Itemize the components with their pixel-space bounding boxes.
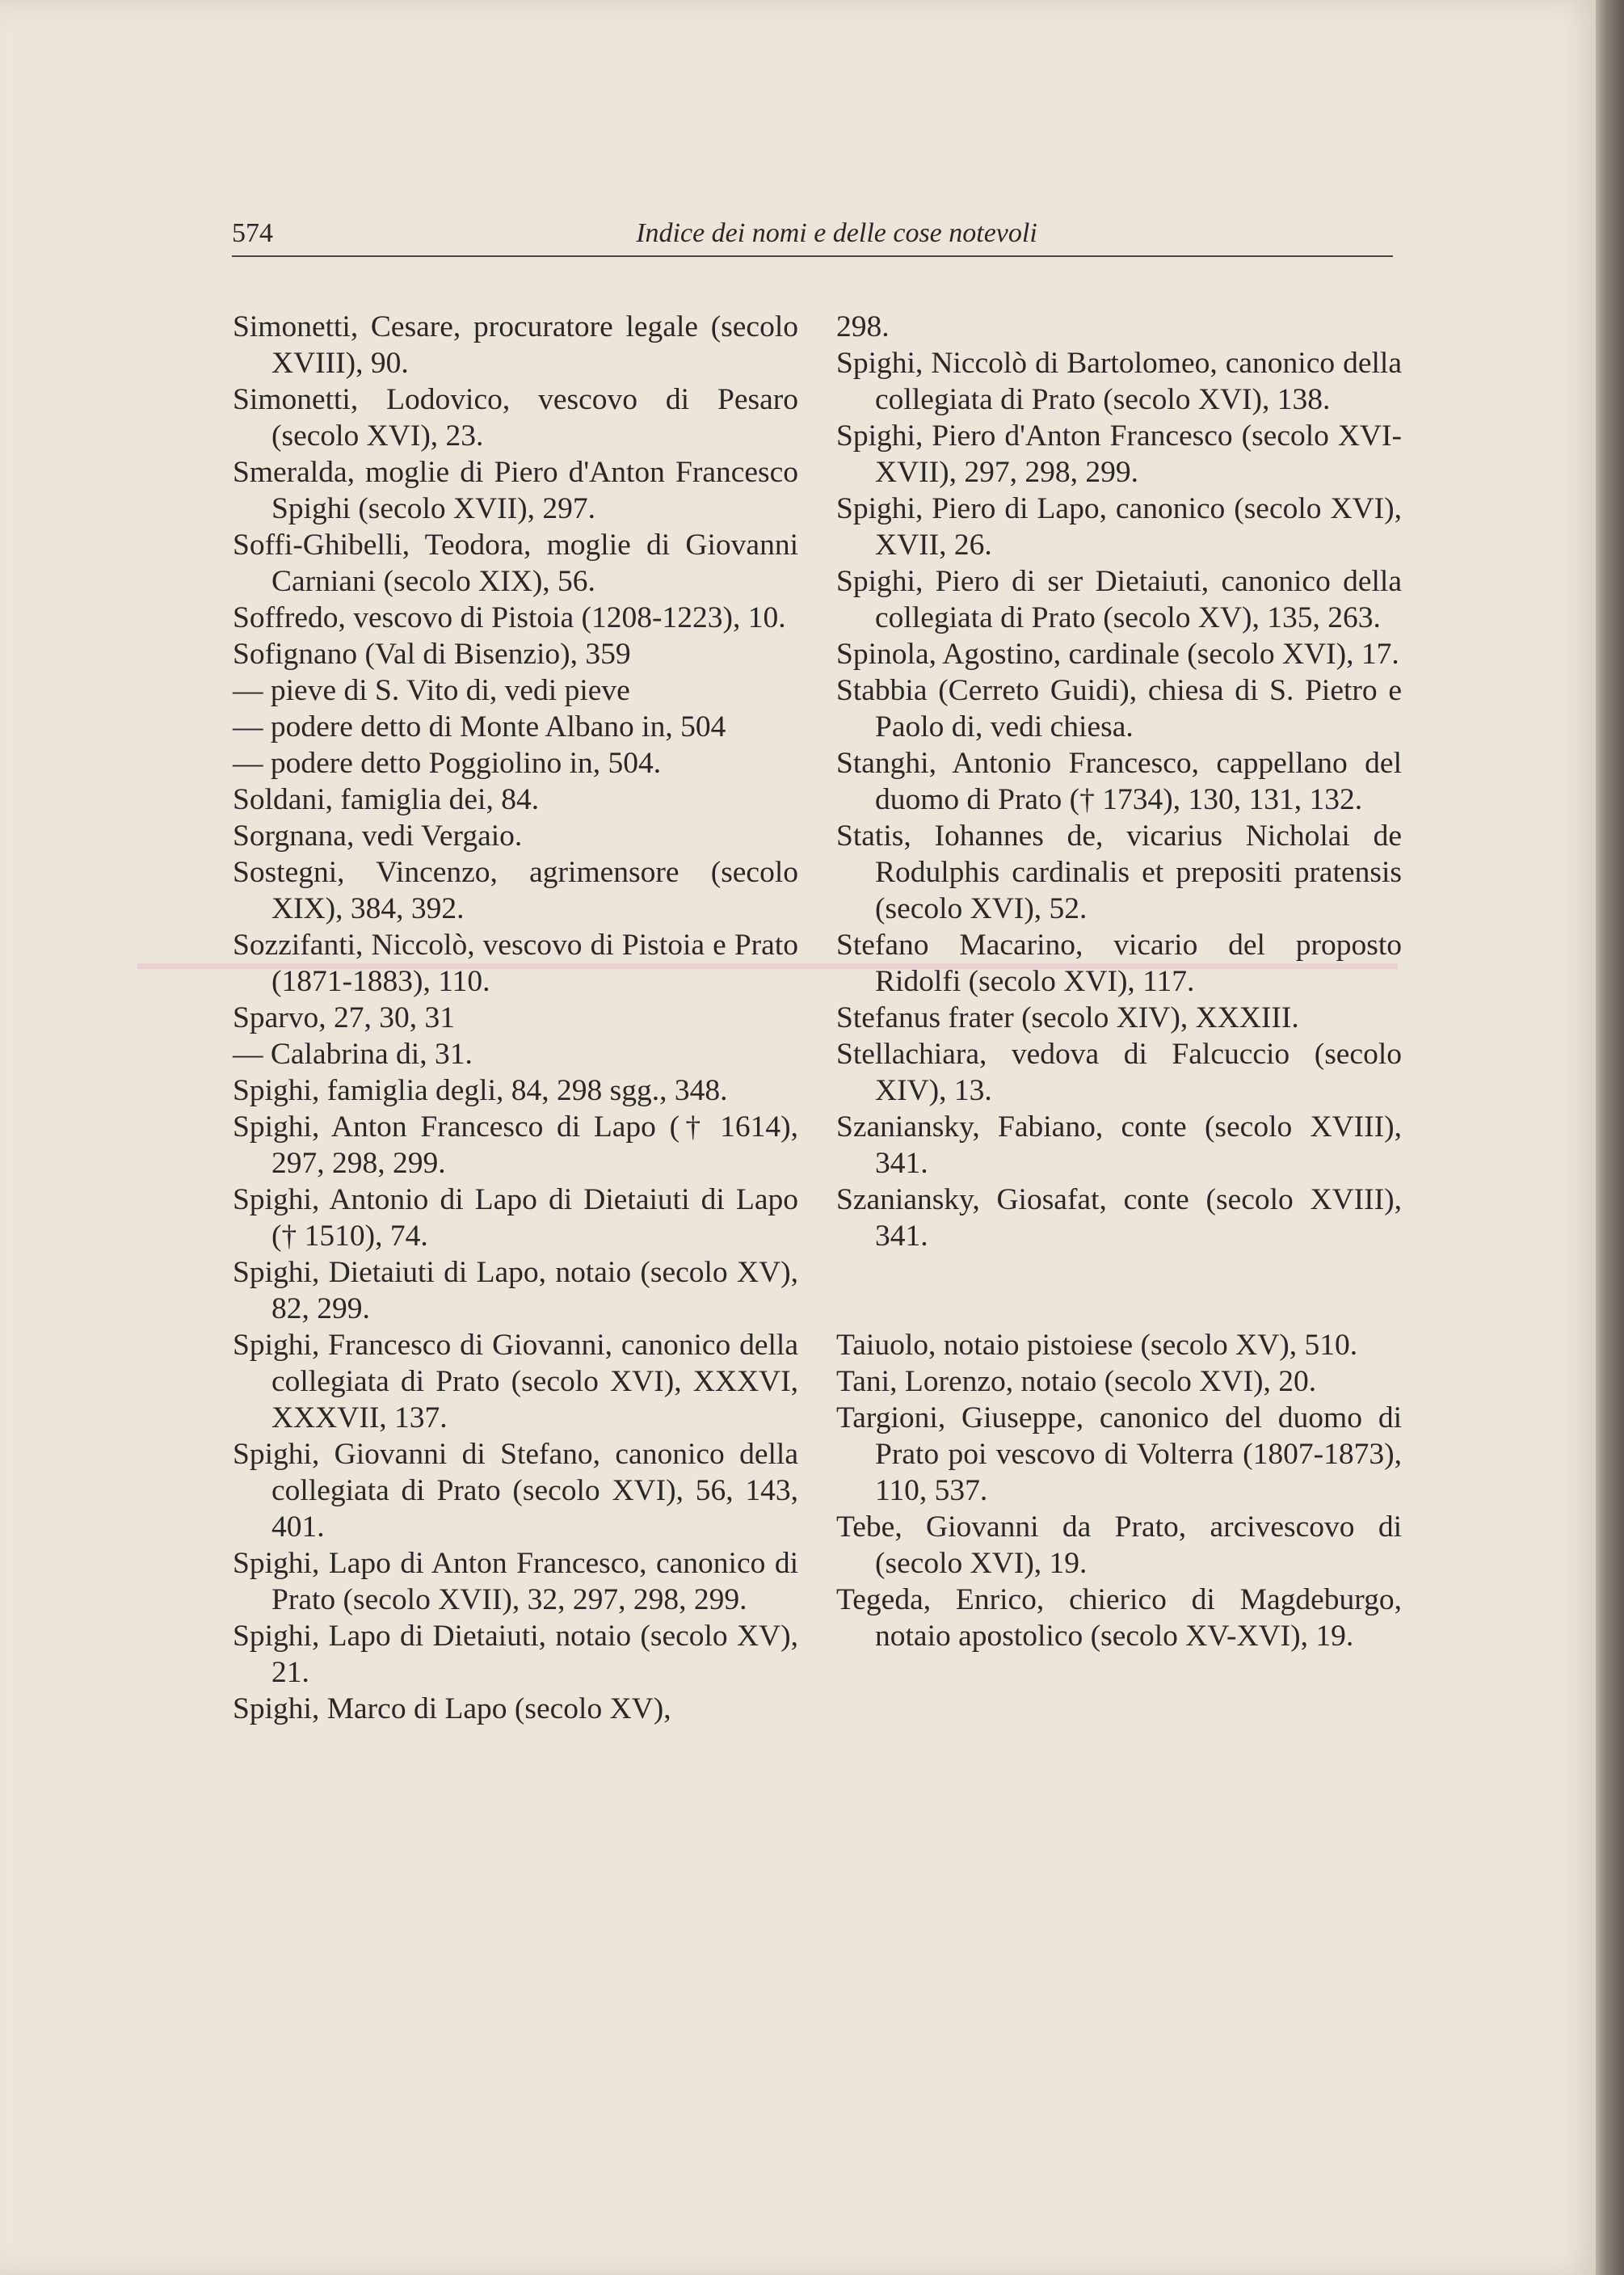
index-entry: Spighi, Piero di Lapo, canonico (secolo XVI), XVII, 26. bbox=[836, 492, 1402, 562]
index-entry: Spighi, Dietaiuti di Lapo, notaio (secolo XV), 82, 299. bbox=[233, 1256, 798, 1325]
index-entry: Simonetti, Lodovico, vescovo di Pesaro (secolo XVI), 23. bbox=[233, 383, 798, 453]
index-entry: Targioni, Giuseppe, canonico del duomo di Prato poi vescovo di Volterra (1807-1873), 110, 537. bbox=[836, 1401, 1402, 1507]
index-entry: Simonetti, Cesare, procuratore legale (secolo XVIII), 90. bbox=[233, 310, 798, 380]
index-entry: Spighi, Anton Francesco di Lapo († 1614), 297, 298, 299. bbox=[233, 1110, 798, 1180]
index-entry: 298. bbox=[836, 310, 890, 343]
index-entry: Spighi, Giovanni di Stefano, canonico della collegiata di Prato (secolo XVI), 56, 143, 401. bbox=[233, 1438, 798, 1544]
index-entry: — podere detto Poggiolino in, 504. bbox=[233, 747, 662, 780]
index-entry: — pieve di S. Vito di, vedi pieve bbox=[233, 674, 630, 707]
index-entry: Spighi, Piero di ser Dietaiuti, canonico della collegiata di Prato (secolo XV), 135, 263. bbox=[836, 565, 1402, 634]
index-entry: Sorgnana, vedi Vergaio. bbox=[233, 819, 523, 853]
index-entry: Soffredo, vescovo di Pistoia (1208-1223), 10. bbox=[233, 601, 786, 634]
index-entry: Tegeda, Enrico, chierico di Magdeburgo, notaio apostolico (secolo XV-XVI), 19. bbox=[836, 1583, 1402, 1653]
index-entry: Tebe, Giovanni da Prato, arcivescovo di (secolo XVI), 19. bbox=[836, 1510, 1402, 1580]
index-entry: Tani, Lorenzo, notaio (secolo XVI), 20. bbox=[836, 1365, 1317, 1398]
index-entry: Spighi, Antonio di Lapo di Dietaiuti di Lapo († 1510), 74. bbox=[233, 1183, 798, 1253]
index-entry: Spighi, Lapo di Dietaiuti, notaio (secolo XV), 21. bbox=[233, 1620, 798, 1689]
index-entry: Soldani, famiglia dei, 84. bbox=[233, 783, 540, 816]
index-entry: Soffi-Ghibelli, Teodora, moglie di Giovanni Carniani (secolo XIX), 56. bbox=[233, 529, 798, 598]
index-entry: Spighi, famiglia degli, 84, 298 sgg., 348. bbox=[233, 1074, 728, 1107]
index-entry: Spighi, Niccolò di Bartolomeo, canonico della collegiata di Prato (secolo XVI), 138. bbox=[836, 347, 1402, 416]
index-entry: Spighi, Lapo di Anton Francesco, canonico di Prato (secolo XVII), 32, 297, 298, 299. bbox=[233, 1547, 798, 1616]
index-column-left bbox=[233, 309, 798, 1727]
index-entry: Sofignano (Val di Bisenzio), 359 bbox=[233, 638, 631, 671]
running-title: Indice dei nomi e delle cose notevoli bbox=[636, 218, 1037, 248]
index-entry: Stanghi, Antonio Francesco, cappellano del duomo di Prato († 1734), 130, 131, 132. bbox=[836, 747, 1402, 816]
index-entry: Spighi, Francesco di Giovanni, canonico della collegiata di Prato (secolo XVI), XXXVI, XXXVII, 137. bbox=[233, 1329, 798, 1435]
index-entry: Sparvo, 27, 30, 31 bbox=[233, 1001, 455, 1034]
index-entry: Taiuolo, notaio pistoiese (secolo XV), 510. bbox=[836, 1329, 1358, 1362]
index-column-right bbox=[836, 309, 1402, 1654]
index-entry: Sostegni, Vincenzo, agrimensore (secolo XIX), 384, 392. bbox=[233, 856, 798, 925]
index-entry: Statis, Iohannes de, vicarius Nicholai de Rodulphis cardinalis et prepositi pratensis (secolo XVI), 52. bbox=[836, 819, 1402, 925]
index-entry: — Calabrina di, 31. bbox=[233, 1038, 473, 1071]
index-entry: Szaniansky, Fabiano, conte (secolo XVIII), 341. bbox=[836, 1110, 1402, 1180]
index-entry: Spighi, Piero d'Anton Francesco (secolo XVI-XVII), 297, 298, 299. bbox=[836, 419, 1402, 489]
header-rule bbox=[232, 255, 1393, 257]
index-entry: Stabbia (Cerreto Guidi), chiesa di S. Pietro e Paolo di, vedi chiesa. bbox=[836, 674, 1402, 744]
index-entry: Stefanus frater (secolo XIV), XXXIII. bbox=[836, 1001, 1299, 1034]
index-entry: — podere detto di Monte Albano in, 504 bbox=[233, 710, 726, 744]
page-header bbox=[232, 218, 1393, 255]
index-entry: Smeralda, moglie di Piero d'Anton Francesco Spighi (secolo XVII), 297. bbox=[233, 456, 798, 525]
index-entry: Spinola, Agostino, cardinale (secolo XVI), 17. bbox=[836, 638, 1399, 671]
index-entry: Stellachiara, vedova di Falcuccio (secolo XIV), 13. bbox=[836, 1038, 1402, 1107]
book-binding-edge bbox=[1596, 0, 1624, 2275]
index-entry: Sozzifanti, Niccolò, vescovo di Pistoia e Prato (1871-1883), 110. bbox=[233, 929, 798, 998]
index-entry: Stefano Macarino, vicario del proposto Ridolfi (secolo XVI), 117. bbox=[836, 929, 1402, 998]
index-entry: Szaniansky, Giosafat, conte (secolo XVIII), 341. bbox=[836, 1183, 1402, 1253]
index-entry: Spighi, Marco di Lapo (secolo XV), bbox=[233, 1692, 671, 1725]
letter-section-gap bbox=[836, 1254, 1402, 1327]
page-number: 574 bbox=[232, 218, 273, 248]
